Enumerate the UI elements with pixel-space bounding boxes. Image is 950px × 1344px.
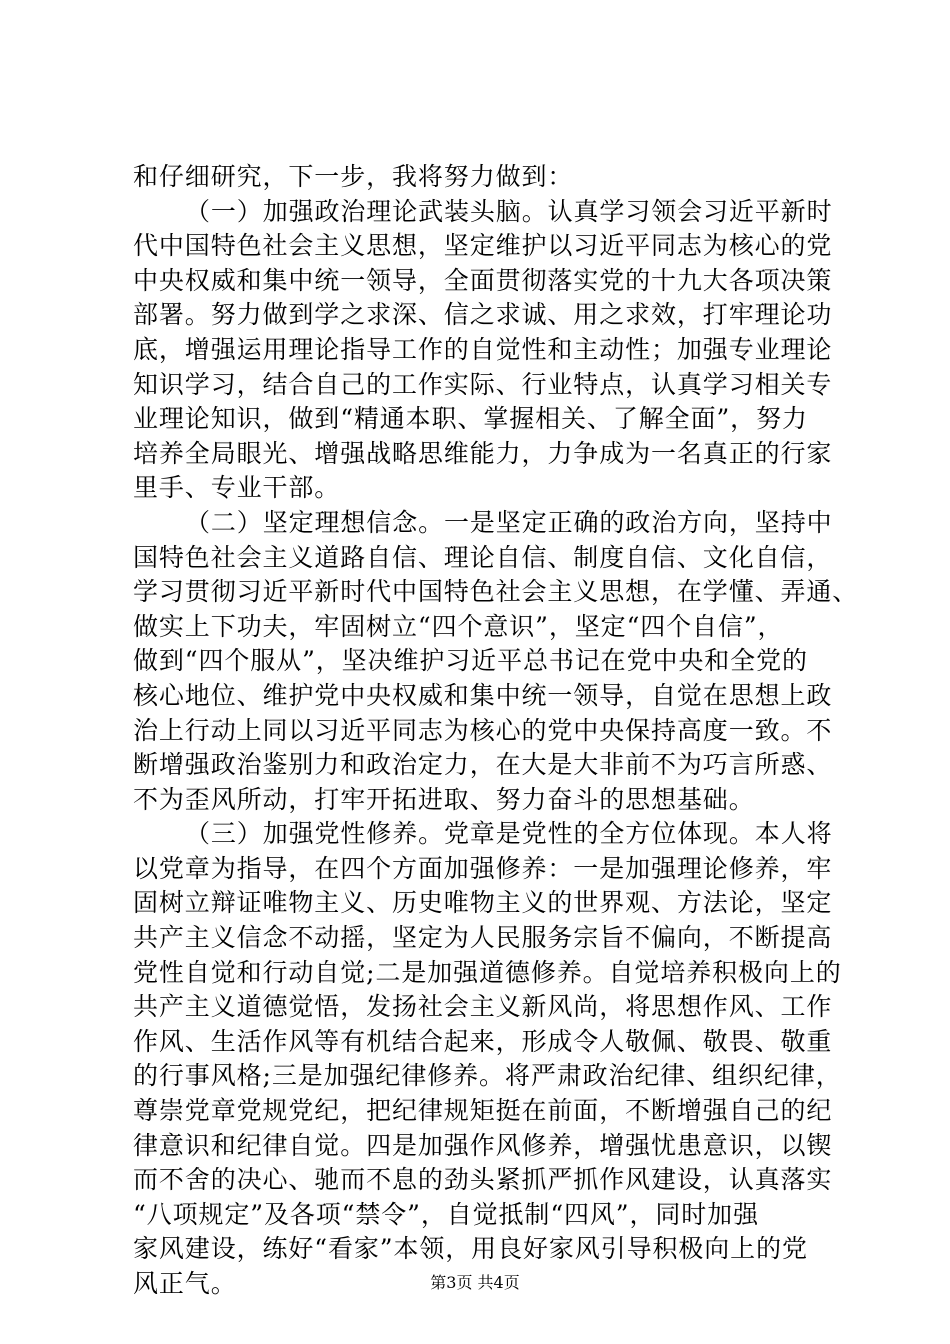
text-line: 培养全局眼光、增强战略思维能力，力争成为一名真正的行家 xyxy=(133,438,833,468)
text-line: 学习贯彻习近平新时代中国特色社会主义思想，在学懂、弄通、 xyxy=(133,577,859,607)
text-line: 部署。努力做到学之求深、信之求诚、用之求效，打牢理论功 xyxy=(133,300,833,330)
text-line: 共产主义信念不动摇，坚定为人民服务宗旨不偏向，不断提高 xyxy=(133,923,833,953)
text-line: 风正气。 xyxy=(133,1269,237,1298)
text-line: 而不舍的决心、驰而不息的劲头紧抓严抓作风建设，认真落实 xyxy=(133,1165,833,1195)
text-line: 不为歪风所动，打牢开拓进取、努力奋斗的思想基础。 xyxy=(133,784,755,814)
text-line: 底，增强运用理论指导工作的自觉性和主动性；加强专业理论 xyxy=(133,334,833,364)
text-line: 代中国特色社会主义思想，坚定维护以习近平同志为核心的党 xyxy=(133,231,833,261)
text-line: 和仔细研究，下一步，我将努力做到： xyxy=(133,162,574,191)
text-line: 里手、专业干部。 xyxy=(133,473,341,503)
text-line: （一）加强政治理论武装头脑。认真学习领会习近平新时 xyxy=(185,196,833,226)
text-line: 作风、生活作风等有机结合起来，形成令人敬佩、敬畏、敬重 xyxy=(133,1026,833,1056)
text-line: 业理论知识，做到“精通本职、掌握相关、了解全面”，努力 xyxy=(133,404,808,434)
text-line: 共产主义道德觉悟，发扬社会主义新风尚，将思想作风、工作 xyxy=(133,992,833,1022)
text-line: 律意识和纪律自觉。四是加强作风修养，增强忧患意识，以锲 xyxy=(133,1130,833,1160)
text-line: 家风建设，练好“看家”本领，用良好家风引导积极向上的党 xyxy=(133,1234,808,1264)
page-number-footer: 第3页 共4页 xyxy=(430,1273,520,1292)
text-line: 国特色社会主义道路自信、理论自信、制度自信、文化自信， xyxy=(133,542,833,572)
text-line: （二）坚定理想信念。一是坚定正确的政治方向，坚持中 xyxy=(185,507,833,537)
text-line: 以党章为指导，在四个方面加强修养：一是加强理论修养，牢 xyxy=(133,853,833,883)
text-line: （三）加强党性修养。党章是党性的全方位体现。本人将 xyxy=(185,819,833,849)
text-line: 核心地位、维护党中央权威和集中统一领导，自觉在思想上政 xyxy=(133,680,833,710)
text-line: 断增强政治鉴别力和政治定力，在大是大非前不为巧言所惑、 xyxy=(133,750,833,780)
text-line: 做实上下功夫，牢固树立“四个意识”，坚定“四个自信”， xyxy=(133,611,784,641)
text-line: 固树立辩证唯物主义、历史唯物主义的世界观、方法论，坚定 xyxy=(133,888,833,918)
text-line: 知识学习，结合自己的工作实际、行业特点，认真学习相关专 xyxy=(133,369,833,399)
body-text xyxy=(133,160,859,1302)
text-line: 做到“四个服从”，坚决维护习近平总书记在党中央和全党的 xyxy=(133,646,808,676)
text-line: 中央权威和集中统一领导，全面贯彻落实党的十九大各项决策 xyxy=(133,265,833,295)
text-line: 尊崇党章党规党纪，把纪律规矩挺在前面，不断增强自己的纪 xyxy=(133,1096,833,1126)
text-line: 治上行动上同以习近平同志为核心的党中央保持高度一致。不 xyxy=(133,715,833,745)
text-line: 党性自觉和行动自觉;二是加强道德修养。自觉培养积极向上的 xyxy=(133,957,842,987)
text-line: 的行事风格;三是加强纪律修养。将严肃政治纪律、组织纪律， xyxy=(133,1061,842,1091)
text-line: “八项规定”及各项“禁令”，自觉抵制“四风”，同时加强 xyxy=(133,1199,759,1229)
